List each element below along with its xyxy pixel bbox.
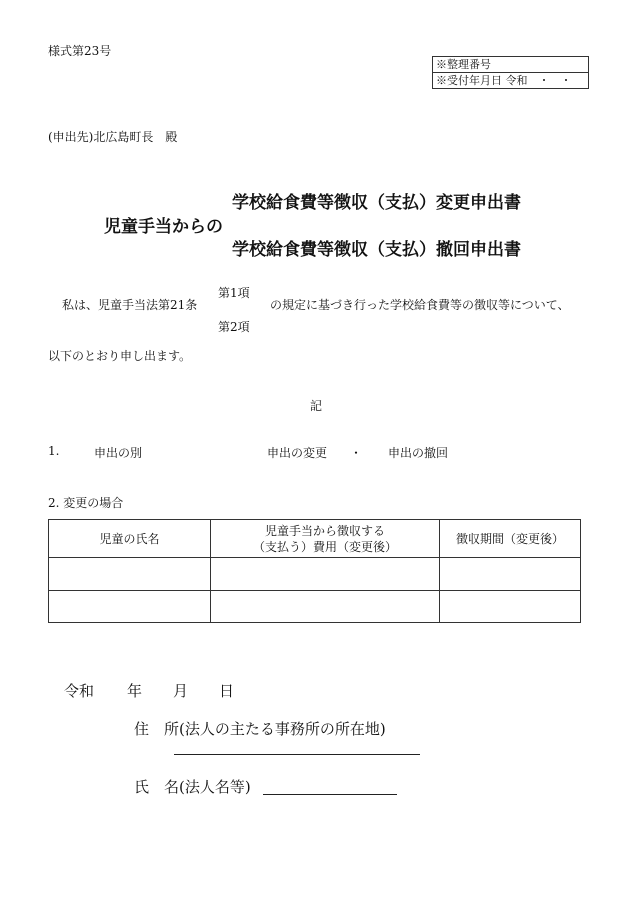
change-table: [48, 519, 581, 623]
header-fee: [211, 520, 440, 558]
period-cell[interactable]: [440, 558, 581, 591]
section1-number: 1.: [48, 444, 60, 458]
title-option-withdraw: 学校給食費等徴収（支払）撤回申出書: [232, 240, 521, 260]
section2-label: 2. 変更の場合: [48, 496, 124, 510]
addressee: (申出先)北広島町長 殿: [48, 130, 178, 144]
title-prefix: 児童手当からの: [104, 217, 223, 237]
table-header-row: [49, 520, 581, 558]
date-month-label: 月: [173, 682, 189, 700]
fee-cell[interactable]: [211, 558, 440, 591]
statement-continuation: 以下のとおり申し出ます。: [48, 349, 192, 363]
header-child-name: 児童の氏名: [49, 520, 211, 558]
form-number: 様式第23号: [48, 44, 112, 58]
date-year-label: 年: [127, 682, 143, 700]
statement-clause-1: 第1項: [218, 286, 250, 300]
ki-heading: 記: [310, 399, 323, 413]
fee-cell[interactable]: [211, 591, 440, 623]
reference-number-field: ※整理番号: [436, 58, 491, 71]
reception-date-field: ※受付年月日 令和 ・ ・: [433, 72, 588, 88]
option-separator: ・: [350, 446, 363, 460]
period-cell[interactable]: [440, 591, 581, 623]
option-withdraw: 申出の撤回: [388, 446, 449, 460]
section1-label: 申出の別: [94, 446, 143, 460]
address-line[interactable]: [174, 754, 420, 755]
statement-intro: 私は、児童手当法第21条: [62, 298, 198, 312]
date-era: 令和: [64, 682, 95, 700]
table-row: [49, 558, 581, 591]
statement-body: の規定に基づき行った学校給食費等の徴収等について、: [270, 298, 570, 312]
header-fee-line1: 児童手当から徴収する: [264, 523, 385, 538]
date-day-label: 日: [219, 682, 235, 700]
name-line[interactable]: [263, 794, 397, 795]
reference-box: [432, 56, 589, 89]
statement-clause-2: 第2項: [218, 320, 250, 334]
table-row: [49, 591, 581, 623]
child-name-cell[interactable]: [49, 591, 211, 623]
option-change: 申出の変更: [267, 446, 328, 460]
address-label: 住 所(法人の主たる事務所の所在地): [134, 720, 386, 738]
title-option-change: 学校給食費等徴収（支払）変更申出書: [232, 193, 521, 213]
name-label: 氏 名(法人名等): [134, 778, 251, 796]
header-period: 徴収期間（変更後）: [440, 520, 581, 558]
child-name-cell[interactable]: [49, 558, 211, 591]
header-fee-line2: （支払う）費用（変更後）: [252, 539, 397, 554]
